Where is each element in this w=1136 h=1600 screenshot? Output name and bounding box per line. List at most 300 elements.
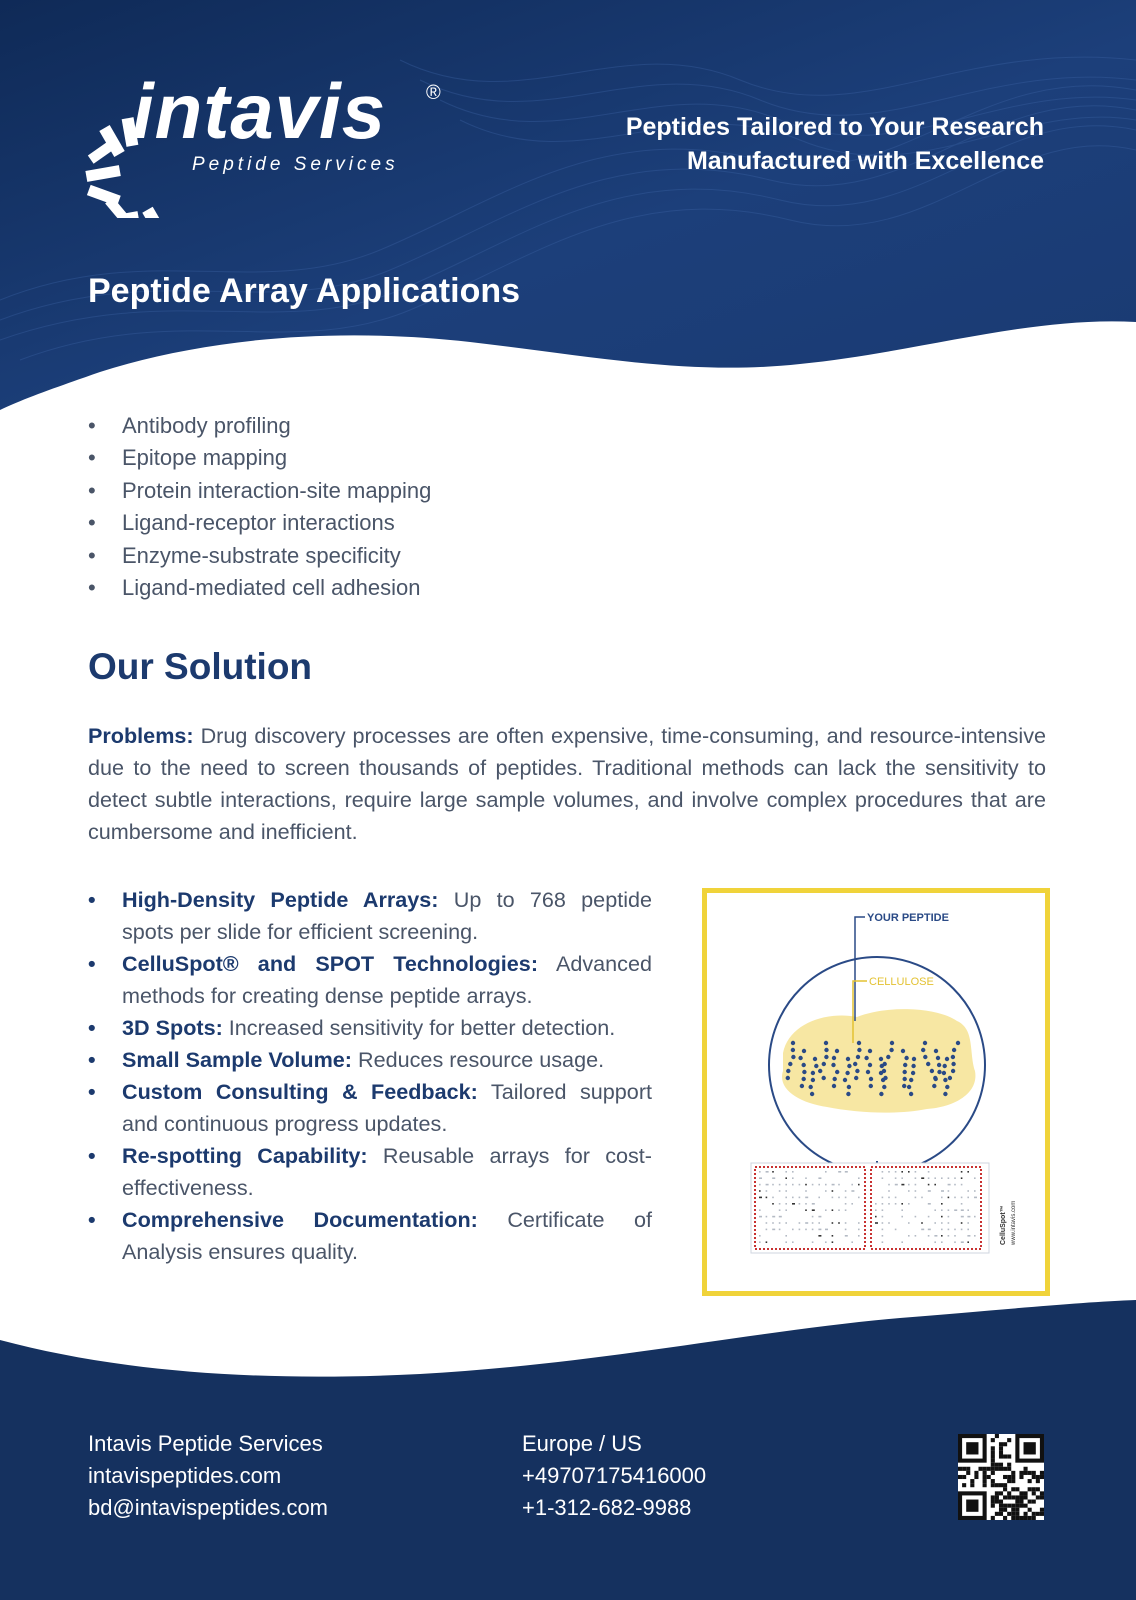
problems-paragraph [88,720,1046,848]
qr-module [1040,1508,1044,1512]
array-spot [967,1171,969,1173]
array-spot [915,1197,917,1199]
array-spot [805,1197,808,1199]
array-spot [845,1197,847,1199]
array-spot [785,1190,787,1192]
qr-module [995,1495,999,1499]
peptide-residue [901,1049,905,1053]
array-spot [772,1229,775,1231]
array-spot [818,1184,820,1186]
qr-module [987,1475,991,1479]
feature-item [88,1044,652,1076]
array-spot [838,1209,840,1211]
peptide-residue [945,1085,949,1089]
peptide-residue [822,1062,826,1066]
intavis-logo [84,67,454,218]
peptide-residue [930,1069,934,1073]
array-spot [915,1216,917,1218]
feature-text: Reusable arrays for cost-effectiveness. [122,1143,652,1200]
qr-module [1007,1467,1011,1471]
array-spot [888,1197,890,1199]
qr-module [1011,1508,1015,1512]
list-item: • Ligand-mediated cell adhesion [88,572,431,604]
qr-module [1024,1467,1028,1471]
qr-module [1028,1471,1032,1475]
peptide-residue [800,1084,804,1088]
peptide-residue [942,1071,946,1075]
qr-module [983,1467,987,1471]
qr-module [1011,1487,1015,1491]
peptide-residue [853,1062,857,1066]
array-spot [888,1203,890,1205]
qr-module [1003,1483,1007,1487]
array-spot [845,1235,848,1237]
qr-module [995,1491,999,1495]
slide-brand: CelluSpot™ [1000,1205,1007,1245]
qr-module [983,1475,987,1479]
array-spot [961,1171,963,1173]
array-spot [901,1177,903,1179]
array-spot [805,1222,808,1224]
peptide-residue [791,1055,795,1059]
array-spot [901,1241,903,1243]
array-spot [895,1229,897,1231]
peptide-residue [883,1062,887,1066]
array-spot [882,1177,884,1179]
array-spot [928,1177,930,1179]
array-spot [818,1177,821,1179]
array-spot [792,1203,795,1205]
array-spot [851,1184,853,1186]
array-spot [954,1177,956,1179]
logo-wordmark: intavis [132,67,387,155]
peptide-residue [934,1049,938,1053]
qr-module [1036,1495,1040,1499]
peptide-residue [909,1092,913,1096]
peptide-residue [857,1048,861,1052]
array-spot [779,1216,782,1218]
qr-module [1007,1454,1011,1458]
peptide-residue [802,1077,806,1081]
array-spot [901,1184,904,1186]
slide [751,1163,1017,1253]
array-spot [954,1184,956,1186]
array-spot [812,1229,814,1231]
array-spot [882,1197,884,1199]
qr-module [991,1471,995,1475]
array-spot [888,1171,890,1173]
qr-module [1003,1454,1007,1458]
array-spot [779,1184,781,1186]
array-spot [954,1229,956,1231]
array-spot [838,1184,840,1186]
peptide-residue [786,1069,790,1073]
peptide-residue [824,1048,828,1052]
celluspot-figure [702,888,1050,1296]
peptide-residue [835,1070,839,1074]
array-spot [858,1184,860,1186]
qr-module [1015,1508,1019,1512]
array-spot [961,1222,963,1224]
qr-module [983,1471,987,1475]
array-spot [832,1209,834,1211]
qr-module [1011,1504,1015,1508]
array-spot [967,1216,970,1218]
array-spot [845,1229,847,1231]
qr-module [974,1475,978,1479]
qr-module [1019,1495,1023,1499]
peptide-residue [798,1056,802,1060]
array-spot [772,1203,774,1205]
feature-item [88,884,652,948]
qr-module [1007,1495,1011,1499]
peptide-residue [832,1056,836,1060]
peptide-residue [921,1048,925,1052]
array-spot [948,1197,950,1199]
array-spot [779,1222,781,1224]
qr-module [991,1463,995,1467]
array-spot [948,1229,950,1231]
qr-module [962,1467,966,1471]
qr-module [1024,1471,1028,1475]
peptide-residue [866,1070,870,1074]
array-spot [792,1177,794,1179]
array-spot [851,1190,854,1192]
array-spot [921,1177,924,1179]
qr-module [970,1483,974,1487]
array-spot [875,1222,878,1224]
qr-module [991,1454,995,1458]
array-spot [825,1241,827,1243]
array-spot [882,1203,884,1205]
array-spot [845,1171,848,1173]
array-spot [875,1203,877,1205]
peptide-residue [911,1064,915,1068]
array-spot [921,1197,923,1199]
array-spot [792,1241,794,1243]
array-spot [967,1241,969,1243]
array-spot [832,1235,834,1237]
footer-phones [522,1428,706,1524]
qr-code[interactable] [958,1434,1044,1520]
array-spot [838,1222,840,1224]
feature-label: Custom Consulting & Feedback: [122,1079,478,1104]
array-spot [934,1235,937,1237]
peptide-residue [943,1064,947,1068]
array-spot [928,1229,931,1231]
array-spot [832,1197,834,1199]
array-spot [895,1184,898,1186]
qr-module [999,1442,1003,1446]
qr-module [1036,1475,1040,1479]
peptide-residue [843,1078,847,1082]
peptide-residue [902,1084,906,1088]
array-spot [895,1203,897,1205]
celluspot-diagram [707,893,1045,1291]
array-spot [941,1209,943,1211]
peptide-residue [951,1069,955,1073]
feature-item [88,1076,652,1140]
array-spot [967,1222,969,1224]
array-spot [967,1235,970,1237]
peptide-residue [847,1064,851,1068]
array-spot [901,1209,903,1211]
array-spot [908,1235,910,1237]
peptide-residue [923,1041,927,1045]
peptide-residue [934,1077,938,1081]
qr-module [1032,1516,1036,1520]
page-title: Peptide Array Applications [88,272,521,310]
array-spot [759,1177,762,1179]
peptide-residue [810,1092,814,1096]
array-spot [915,1190,917,1192]
qr-module [1003,1442,1007,1446]
array-spot [948,1209,950,1211]
array-spot [805,1177,807,1179]
qr-module [1032,1491,1036,1495]
footer-email-link[interactable]: bd@intavispeptides.com [88,1495,329,1520]
qr-module [1007,1491,1011,1495]
peptide-residue [822,1076,826,1080]
array-spot [941,1190,944,1192]
array-spot [785,1197,787,1199]
list-item: • Ligand-receptor interactions [88,507,431,539]
array-spot [974,1235,976,1237]
array-spot [941,1241,943,1243]
applications-list [88,410,431,604]
footer-phone-eu[interactable]: +49707175416000 [522,1463,707,1488]
peptide-residue [907,1085,911,1089]
array-spot [799,1197,801,1199]
array-spot [772,1197,774,1199]
qr-module [999,1512,1003,1516]
array-spot [882,1229,884,1231]
array-spot [961,1177,963,1179]
array-spot [766,1171,769,1173]
array-spot [954,1241,956,1243]
peptide-residue [786,1076,790,1080]
array-spot [792,1184,794,1186]
feature-item [88,948,652,1012]
registered-mark: ® [426,82,441,104]
array-spot [772,1216,775,1218]
qr-module [1036,1487,1040,1491]
peptide-residue [814,1064,818,1068]
peptide-residue [791,1041,795,1045]
peptide-residue [937,1070,941,1074]
peptide-residue [854,1076,858,1080]
feature-item [88,1140,652,1204]
qr-module [995,1483,999,1487]
qr-module [1011,1516,1015,1520]
array-spot [785,1203,787,1205]
qr-module [966,1471,970,1475]
qr-module [995,1463,999,1467]
peptide-residue [868,1049,872,1053]
peptide-residue [926,1062,930,1066]
footer-phone-us[interactable]: +1-312-682-9988 [522,1495,692,1520]
array-spot [858,1222,860,1224]
qr-module [1040,1475,1044,1479]
qr-module [1003,1508,1007,1512]
array-spot [858,1177,860,1179]
array-spot [941,1229,943,1231]
array-spot [832,1241,834,1243]
peptide-residue [883,1076,887,1080]
label-cellulose: CELLULOSE [869,976,934,988]
array-spot [948,1184,951,1186]
qr-module [983,1479,987,1483]
array-spot [759,1235,761,1237]
qr-module [1040,1495,1044,1499]
slide-url: www.intavis.com [1011,1200,1017,1245]
qr-module [991,1483,995,1487]
array-spot [961,1209,964,1211]
array-spot [766,1229,768,1231]
qr-module [1028,1479,1032,1483]
qr-module [991,1438,995,1442]
array-spot [785,1171,787,1173]
peptide-residue [802,1049,806,1053]
qr-module [1040,1471,1044,1475]
peptide-residue [886,1055,890,1059]
qr-module [999,1483,1003,1487]
qr-module [999,1454,1003,1458]
qr-module [991,1495,995,1499]
qr-module [1011,1512,1015,1516]
array-spot [908,1184,910,1186]
qr-module [1024,1442,1036,1454]
array-spot [766,1216,768,1218]
peptide-residue [956,1041,960,1045]
array-spot [908,1203,910,1205]
section-title: Our Solution [88,646,313,687]
array-spot [812,1216,814,1218]
array-spot [825,1229,828,1231]
qr-module [1024,1516,1028,1520]
array-spot [948,1177,950,1179]
peptide-residue [879,1057,883,1061]
array-spot [825,1209,827,1211]
array-spot [818,1235,821,1237]
array-spot [974,1190,976,1192]
array-spot [921,1229,924,1231]
array-spot [915,1177,917,1179]
array-spot [928,1190,931,1192]
qr-module [958,1475,962,1479]
footer-website-link[interactable]: intavispeptides.com [88,1463,282,1488]
array-spot [882,1209,884,1211]
array-spot [941,1203,943,1205]
array-spot [838,1197,840,1199]
array-spot [915,1184,917,1186]
array-spot [792,1197,794,1199]
array-spot [805,1229,807,1231]
peptide-residue [945,1057,949,1061]
qr-module [1040,1512,1044,1516]
array-spot [779,1203,781,1205]
qr-module [1007,1479,1011,1483]
array-spot [908,1222,910,1224]
array-spot [858,1197,860,1199]
qr-module [1015,1495,1019,1499]
array-spot [875,1216,877,1218]
array-spot [967,1197,969,1199]
list-item: • Protein interaction-site mapping [88,475,431,507]
qr-module [1032,1487,1036,1491]
array-spot [845,1209,847,1211]
array-spot [851,1241,853,1243]
tagline-line-2: Manufactured with Excellence [686,147,1044,175]
array-spot [967,1209,969,1211]
array-spot [812,1241,814,1243]
array-spot [934,1177,936,1179]
array-spot [785,1241,787,1243]
qr-module [995,1467,999,1471]
qr-module [1024,1504,1028,1508]
peptide-residue [818,1069,822,1073]
peptide-residue [882,1085,886,1089]
array-spot [845,1190,847,1192]
feature-text: Reduces resource usage. [358,1047,605,1072]
array-spot [772,1177,775,1179]
peptide-residue [903,1063,907,1067]
qr-module [978,1467,982,1471]
array-spot [785,1209,787,1211]
peptide-residue [809,1085,813,1089]
qr-module [991,1459,995,1463]
array-spot [895,1177,897,1179]
array-spot [779,1190,781,1192]
peptide-residue [943,1078,947,1082]
peptide-residue [903,1070,907,1074]
peptide-residue [943,1092,947,1096]
array-spot [812,1209,815,1211]
qr-module [1019,1471,1023,1475]
array-spot [974,1177,976,1179]
qr-module [1015,1487,1019,1491]
array-spot [792,1229,794,1231]
peptide-residue [904,1056,908,1060]
qr-module [991,1446,995,1450]
peptide-residue [869,1077,873,1081]
feature-text: Advanced methods for creating dense peptide arrays. [122,951,652,1008]
qr-module [1015,1516,1019,1520]
array-spot [941,1216,943,1218]
array-spot [882,1235,884,1237]
peptide-residue [951,1055,955,1059]
peptide-residue [846,1057,850,1061]
qr-module [1028,1500,1032,1504]
peptide-residue [937,1063,941,1067]
qr-module [1032,1500,1036,1504]
qr-module [1003,1516,1007,1520]
peptide-residue [832,1084,836,1088]
array-spot [921,1222,923,1224]
peptide-residue [936,1056,940,1060]
array-spot [792,1171,794,1173]
peptide-residue [831,1063,835,1067]
footer-region: Europe / US [522,1431,642,1456]
peptide-residue [833,1077,837,1081]
array-spot [948,1235,950,1237]
qr-module [999,1446,1003,1450]
array-spot [858,1235,860,1237]
array-spot [875,1209,877,1211]
array-spot [805,1203,807,1205]
array-spot [948,1222,950,1224]
qr-module [1007,1475,1011,1479]
